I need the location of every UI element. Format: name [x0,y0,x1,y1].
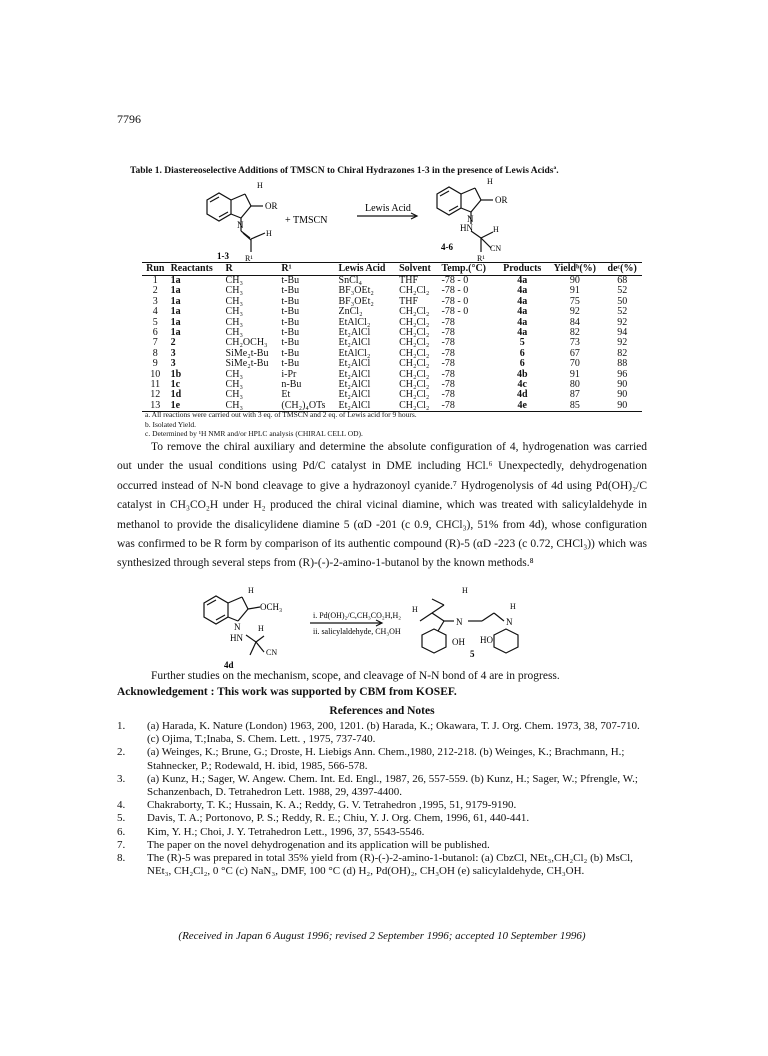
table-cell: -78 [441,327,455,339]
atom-n-3: N [234,622,241,632]
table-body [142,276,642,412]
reference-number: 1. [117,720,126,732]
table-cell: 4a [517,295,528,307]
reaction-scheme-2 [200,585,570,671]
table-cell: -78 [440,401,498,412]
reference-number: 6. [117,825,126,838]
table-row [142,370,642,380]
table-cell: -78 [441,368,455,380]
table-cell: CH₃ [225,327,243,339]
table-cell: BF₃OEt₂ [338,295,374,307]
table-cell: Et₂AlCl [337,401,398,412]
table-cell: BF₃OEt₂ [338,285,374,297]
table-cell: -78 [441,347,455,359]
table-cell: 70 [569,358,580,370]
reference-item [117,839,649,852]
table-cell: t-Bu [281,275,300,286]
table-cell: 13 [142,401,169,412]
step-1: i. Pd(OH)₂/C,CH₃CO₂H,H₂ [313,611,402,620]
table-cell: 4a [517,275,528,286]
reference-text: (a) Weinges, K.; Brune, G.; Droste, H. Liebigs Ann. Chem.,1980, 212-218. (b) Weinges, K.; Brachmann, H.; Stahnecker, P.; Rodewald, H. ibid, 1985, 566-578. [147,746,625,772]
arrow-label: Lewis Acid [365,203,411,214]
table-cell: -78 - 0 [441,275,469,286]
column-header: Lewis Acid [337,263,398,276]
body-text [117,438,647,574]
reference-text: (a) Kunz, H.; Sager, W. Angew. Chem. Int. Ed. Engl., 1987, 26, 557-559. (b) Kunz, H.; Sager, W.; Pfrengle, W.; Schanzenbach, D. Tetrahedron Lett. 1988, 29, 4397-4400. [147,772,638,799]
reference-text: Davis, T. A.; Portonovo, P. S.; Reddy, R. E.; Chiu, Y. J. Org. Chem, 1996, 61, 440-441. [147,812,530,825]
table-cell: EtAlCl₂ [338,316,371,328]
table-row [142,349,642,359]
paragraph-hydrogenation: To remove the chiral auxiliary and determine the absolute configuration of 4, hydrogenation was carried out under the usual conditions using Pd/C catalyst in DME including HCl.⁶ Unexpectedly, dehydrogenation occurred instead of N-N bond cleavage to give a hydrazonoyl cyanide.⁷ Hydrogenolysis of 4d using Pd(OH)₂/C catalyst in CH₃CO₂H under H₂ produced the chiral vicinal diamine, which was treated with salicylaldehyde in methanol to provide the disalicylidene diamine 5 (αD -201 (c 0.9, CHCl₃), 51% from 4d), whose configuration was confirmed to be R form by comparison of its authentic compound (R)-5 (αD -223 (c 0.72, CHCl₃)) which was synthesized through several steps from (R)-(-)-2-amino-1-butanol by the known methods.⁸ [117,441,647,570]
footnote-b: b. Isolated Yield. [145,419,196,429]
reference-number: 5. [117,812,126,825]
table-cell: 73 [569,337,580,349]
table-cell: 7 [152,337,158,349]
step-2: ii. salicylaldehyde, CH₃OH [313,627,401,636]
reference-text: The paper on the novel dehydrogenation and its application will be published. [147,838,490,851]
column-header: Solvent [397,263,439,276]
table-cell: 1a [170,295,181,307]
table-cell: -78 - 0 [441,295,469,307]
table-cell: SnCl₄ [338,275,363,286]
table-cell: 3 [170,347,176,359]
table-cell: CH₂Cl₂ [399,379,430,391]
table-cell: t-Bu [281,358,300,370]
product-label-5: 5 [470,649,475,659]
start-label-4d: 4d [224,660,234,670]
table-cell: 85 [547,401,602,412]
column-header: Products [497,263,547,276]
acknowledgement: Acknowledgement : This work was supported by CBM from KOSEF. [117,686,457,698]
atom-n-2: N [467,214,474,224]
table-cell: 90 [617,389,628,401]
reference-item [117,720,649,746]
table-cell: 75 [569,295,580,307]
table-cell: 2 [170,337,176,349]
table-cell: 82 [569,327,580,339]
atom-h-6: H [258,624,264,633]
table-cell: CH₂Cl₂ [399,316,430,328]
table-row [142,390,642,400]
table-cell: -78 - 0 [441,306,469,318]
table-row [142,286,642,296]
reaction-scheme-1 [195,178,555,262]
table-cell: 92 [617,337,628,349]
table-cell: 1b [170,368,182,380]
table-cell: 4a [517,285,528,297]
table-cell: 6 [152,327,158,339]
table-cell: CH₃ [225,389,243,401]
atom-n-4: N [456,617,463,627]
reference-number: 4. [117,799,126,812]
table-cell: 2 [152,285,158,297]
table-row [142,297,642,307]
table-row [142,380,642,390]
table-cell: CH₂Cl₂ [399,368,430,380]
table-cell: Et [281,389,291,401]
product-label: 4-6 [441,242,453,252]
atom-och3: OCH₃ [260,602,283,612]
table-cell: 88 [617,358,628,370]
table-cell: 80 [569,379,580,391]
table-cell: 12 [150,389,161,401]
table-cell: 4d [516,389,528,401]
atom-r1-2: R¹ [477,254,485,262]
table-cell: 1a [170,275,181,286]
phenol-ring-1 [422,629,446,653]
table-cell: -78 [441,358,455,370]
table-cell: t-Bu [281,316,300,328]
reference-item [117,799,649,812]
reagent-tmscn: + TMSCN [285,215,328,226]
reference-number: 7. [117,838,126,851]
atom-h-1: H [257,181,263,190]
table-cell: 92 [569,306,580,318]
table-cell: CH₃ [225,285,243,297]
reference-item [117,773,649,799]
table-cell: 1e [169,401,224,412]
table-cell: -78 [441,316,455,328]
table-cell: CH₂Cl₂ [397,401,439,412]
atom-hn: HN [460,223,473,233]
column-header: Temp.(°C) [440,263,498,276]
atom-hn-2: HN [230,633,243,643]
table-cell: ZnCl₂ [338,306,363,318]
received-dates: (Received in Japan 6 August 1996; revised 2 September 1996; accepted 10 September 1996) [178,930,586,942]
table-cell: 52 [617,306,628,318]
column-header: R¹ [279,263,336,276]
table-cell: 1a [170,306,181,318]
paragraph-further-studies: Further studies on the mechanism, scope, and cleavage of N-N bond of 4 are in progress. [151,670,560,682]
page-number: 7796 [117,112,141,126]
table-cell: 87 [569,389,580,401]
table-cell: THF [399,295,419,307]
reference-text: Kim, Y. H.; Choi, J. Y. Tetrahedron Lett., 1996, 37, 5543-5546. [147,825,425,838]
atom-or-2: OR [495,195,508,205]
reference-number: 3. [117,772,126,785]
table-cell: t-Bu [281,285,300,297]
table-cell: CH₂Cl₂ [399,358,430,370]
atom-n-5: N [506,617,513,627]
table-row [142,338,642,348]
column-header: Yieldᵇ(%) [547,263,602,276]
table-cell: 4e [497,401,547,412]
table-cell: 84 [569,316,580,328]
table-row [142,276,642,287]
table-cell: 4b [516,368,528,380]
table-row [142,359,642,369]
table-cell: 5 [519,337,525,349]
table-cell: CH₃ [225,316,243,328]
table-cell: -78 [441,337,455,349]
table-header-row [142,263,642,276]
table-cell: i-Pr [281,368,297,380]
column-header: deᶜ(%) [602,263,642,276]
table-cell: -78 [441,379,455,391]
references-list [117,720,649,878]
table-cell: CH₃ [225,368,243,380]
atom-h-8: H [412,605,418,614]
table-row [142,328,642,338]
table-cell: 9 [152,358,158,370]
reference-item [117,826,649,839]
reference-number: 2. [117,746,126,759]
table-cell: 1c [170,379,181,391]
atom-n-1: N [237,220,244,230]
table-cell: 90 [617,379,628,391]
table-cell: t-Bu [281,327,300,339]
atom-h-7: H [462,586,468,595]
table-cell: 91 [569,285,580,297]
table-cell: 52 [617,285,628,297]
table-cell: t-Bu [281,295,300,307]
table-cell: Et₂AlCl [338,389,371,401]
reference-text: Chakraborty, T. K.; Hussain, K. A.; Reddy, G. V. Tetrahedron ,1995, 51, 9179-9190. [147,799,517,812]
table-cell: 10 [150,368,161,380]
phenol-ring-2 [494,629,518,653]
table-cell: 5 [152,316,158,328]
results-table [142,262,642,412]
table-cell: 90 [602,401,642,412]
table-cell: Et₂AlCl [338,327,371,339]
atom-oh: OH [452,637,465,647]
table-cell: 4a [517,316,528,328]
column-header: R [224,263,280,276]
atom-cn-2: CN [266,648,278,657]
table-cell: CH₃ [224,401,280,412]
table-cell: 4a [517,306,528,318]
table-cell: 68 [617,275,628,286]
table-cell: t-Bu [281,347,300,359]
table-cell: 82 [617,347,628,359]
table-cell: Et₂AlCl [338,358,371,370]
table-cell: 67 [569,347,580,359]
table-cell: 8 [152,347,158,359]
table-cell: 11 [150,379,161,391]
table-cell: 92 [617,316,628,328]
table-cell: 96 [617,368,628,380]
atom-h-3: H [487,178,493,186]
table-cell: CH₂Cl₂ [399,337,430,349]
reference-item [117,852,649,878]
table-cell: CH₂Cl₂ [399,327,430,339]
table-cell: t-Bu [281,306,300,318]
references-heading: References and Notes [329,705,435,717]
table-row [142,318,642,328]
table-cell: 3 [170,358,176,370]
reference-text: The (R)-5 was prepared in total 35% yield from (R)-(-)-2-amino-1-butanol: (a) CbzCl, NEt₃,CH₂Cl₂ (b) MsCl, NEt₃, CH₂Cl₂, 0 °C (c) NaN₃, DMF, 100 °C (d) H₂, Pd(OH)₂, CH₃OH (e) salicylaldehyde, CH₃OH. [147,852,633,878]
table-cell: Et₂AlCl [338,368,371,380]
table-cell: 1d [170,389,182,401]
table-cell: CH₂Cl₂ [399,306,430,318]
column-header: Reactants [169,263,224,276]
table-cell: CH₃ [225,275,243,286]
table-cell: 6 [519,358,525,370]
atom-r1-1: R¹ [245,254,253,262]
table-cell: CH₃ [225,306,243,318]
reference-item [117,746,649,772]
table-cell: 3 [152,295,158,307]
footnote-c: c. Determined by ¹H NMR and/or HPLC analysis (CHIRAL CELL OD). [145,429,363,438]
atom-ho: HO [480,635,493,645]
table-cell: 4c [517,379,527,391]
table-cell: SiMe₂t-Bu [225,347,269,359]
table-cell: -78 - 0 [441,285,469,297]
table-cell: CH₂Cl₂ [399,285,430,297]
table-cell: SiMe₂t-Bu [225,358,269,370]
atom-or-1: OR [265,201,278,211]
table-cell: 1a [170,327,181,339]
table-cell: 1a [170,316,181,328]
atom-h-2: H [266,229,272,238]
atom-h-9: H [510,602,516,611]
table-cell: 94 [617,327,628,339]
closing-text [117,668,647,700]
table-cell: 4 [152,306,158,318]
atom-h-5: H [248,586,254,595]
table-cell: (CH₂)₄OTs [279,401,336,412]
table-cell: 1a [170,285,181,297]
reactant-label: 1-3 [217,251,229,261]
table-cell: 4a [517,327,528,339]
table-cell: Et₂AlCl [338,337,371,349]
table-cell: 6 [519,347,525,359]
table-caption: Table 1. Diastereoselective Additions of TMSCN to Chiral Hydrazones 1-3 in the presence of Lewis Acidsª. [130,166,559,176]
table-cell: 50 [617,295,628,307]
table-cell: EtAlCl₂ [338,347,371,359]
atom-h-4: H [493,225,499,234]
table-cell: Et₂AlCl [338,379,371,391]
table-cell: 91 [569,368,580,380]
table-cell: 1 [152,275,158,286]
table-cell: t-Bu [281,337,300,349]
reference-item [117,812,649,825]
table-cell: -78 [441,389,455,401]
reference-number: 8. [117,852,126,865]
footnote-a: a. All reactions were carried out with 3 eq. of TMSCN and 2 eq. of Lewis acid for 9 hours. [145,410,417,419]
table-cell: CH₃ [225,295,243,307]
table-cell: THF [399,275,419,286]
table-cell: CH₂OCH₃ [225,337,268,349]
reference-text: (a) Harada, K. Nature (London) 1963, 200, 1201. (b) Harada, K.; Okawara, T. J. Org. Chem. 1973, 38, 707-710. (c) Ojima, T.;Inaba, S. Chem. Lett. , 1975, 737-740. [147,720,640,746]
column-header: Run [142,263,169,276]
table-footnotes [145,410,417,439]
atom-cn-1: CN [490,244,502,253]
table-row [142,307,642,317]
table-cell: CH₂Cl₂ [399,389,430,401]
table-cell: 90 [569,275,580,286]
table-cell: n-Bu [281,379,302,391]
table-cell: CH₂Cl₂ [399,347,430,359]
table-cell: CH₃ [225,379,243,391]
